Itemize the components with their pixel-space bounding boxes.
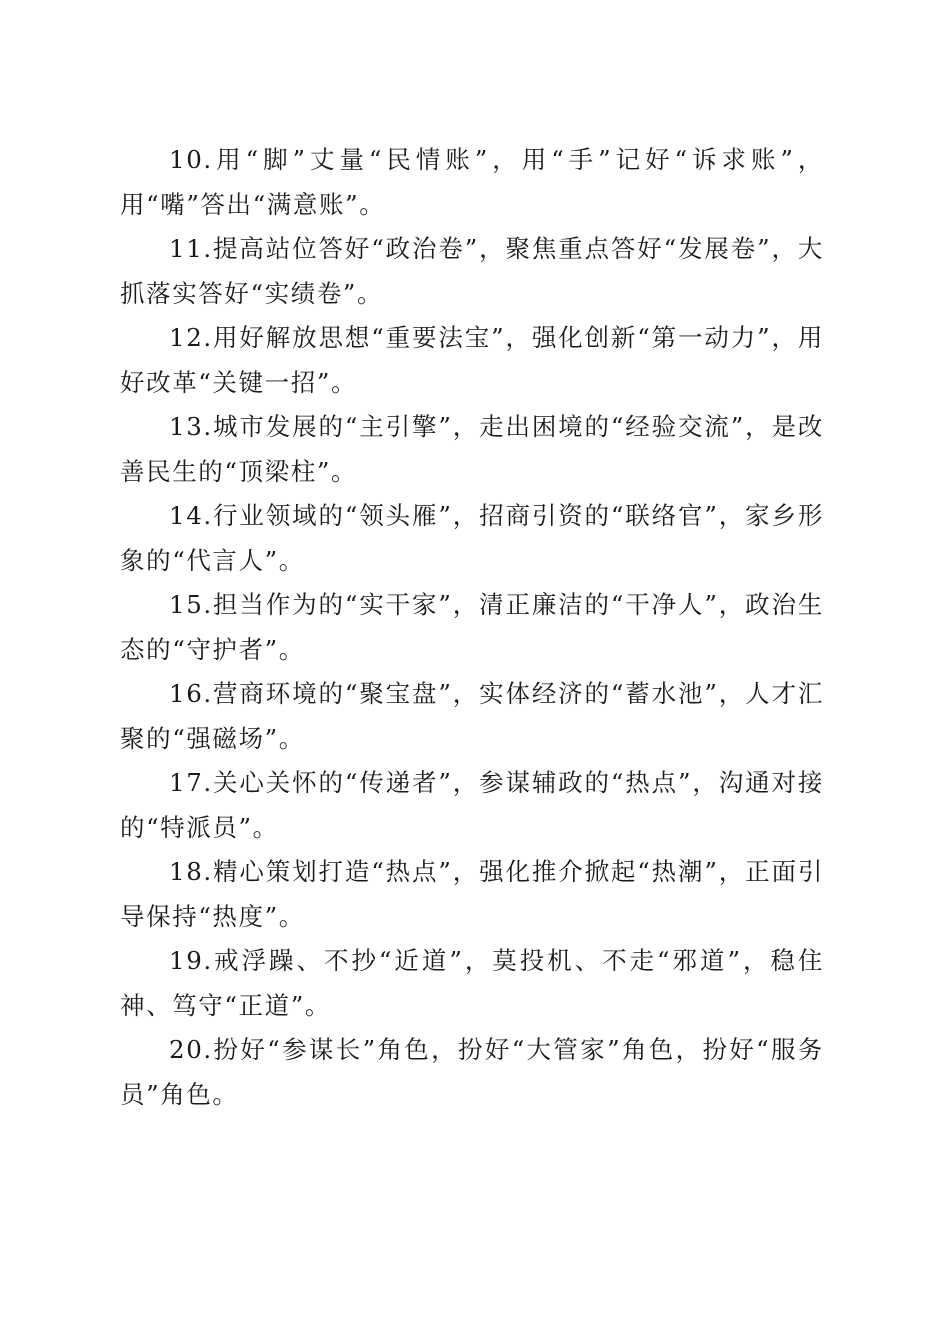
document-body <box>120 138 824 1117</box>
paragraph-15: 15.担当作为的“实干家”，清正廉洁的“干净人”，政治生态的“守护者”。 <box>120 590 824 664</box>
paragraph-13: 13.城市发展的“主引擎”，走出困境的“经验交流”，是改善民生的“顶梁柱”。 <box>120 412 824 486</box>
paragraph-18: 18.精心策划打造“热点”，强化推介掀起“热潮”，正面引导保持“热度”。 <box>120 857 824 931</box>
paragraph-17: 17.关心关怀的“传递者”，参谋辅政的“热点”，沟通对接的“特派员”。 <box>120 768 824 842</box>
paragraph-10: 10.用“脚”丈量“民情账”，用“手”记好“诉求账”，用“嘴”答出“满意账”。 <box>120 145 824 219</box>
paragraph-12: 12.用好解放思想“重要法宝”，强化创新“第一动力”，用好改革“关键一招”。 <box>120 323 824 397</box>
paragraph-14: 14.行业领域的“领头雁”，招商引资的“联络官”，家乡形象的“代言人”。 <box>120 501 824 575</box>
paragraph-20: 20.扮好“参谋长”角色，扮好“大管家”角色，扮好“服务员”角色。 <box>120 1035 824 1109</box>
paragraph-19: 19.戒浮躁、不抄“近道”，莫投机、不走“邪道”，稳住神、笃守“正道”。 <box>120 946 824 1020</box>
paragraph-11: 11.提高站位答好“政治卷”，聚焦重点答好“发展卷”，大抓落实答好“实绩卷”。 <box>120 234 824 308</box>
paragraph-16: 16.营商环境的“聚宝盘”，实体经济的“蓄水池”，人才汇聚的“强磁场”。 <box>120 679 824 753</box>
